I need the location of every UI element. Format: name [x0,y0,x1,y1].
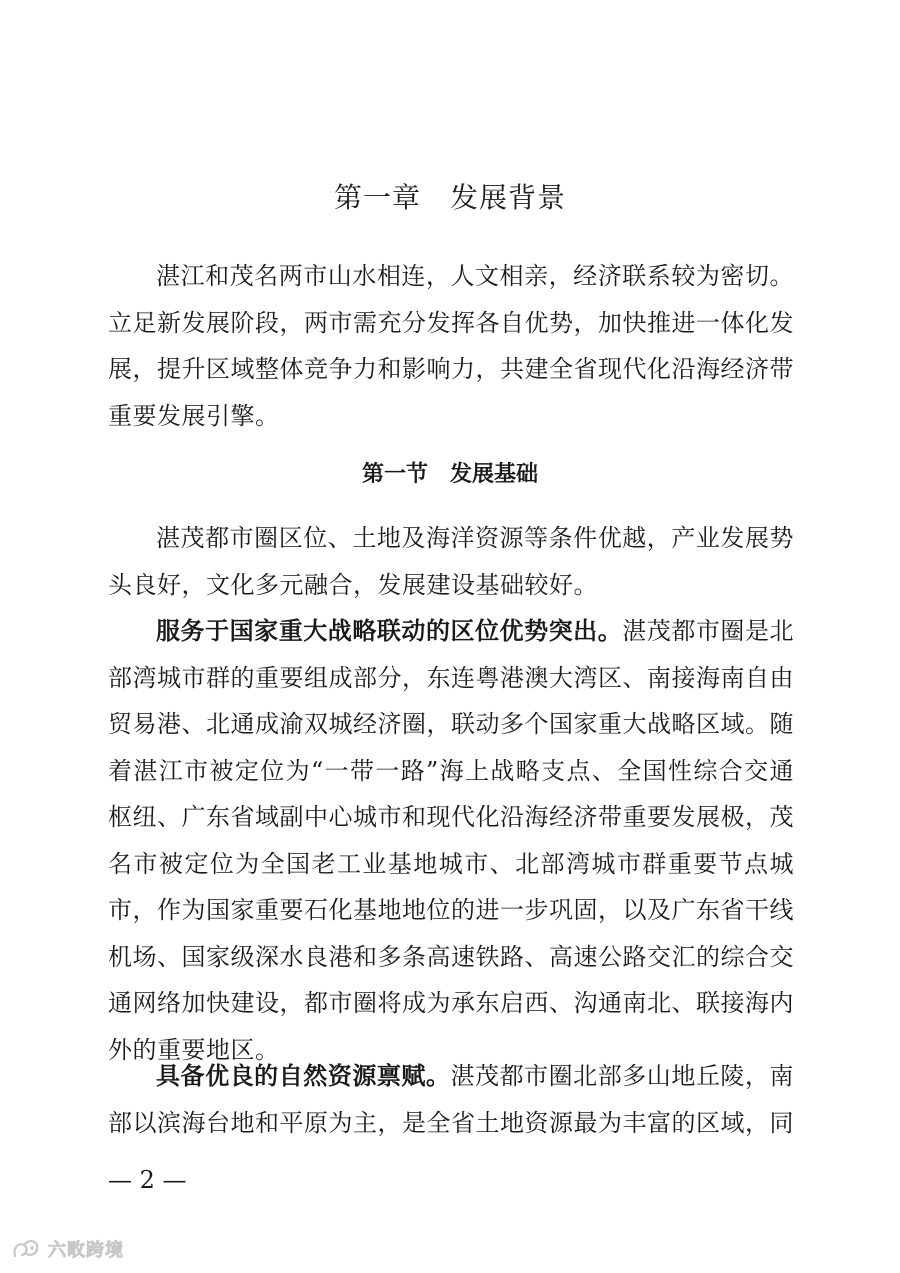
section-title: 第一节 发展基础 [361,462,538,487]
natural-resources-heading: 具备优良的自然资源禀赋。 [156,1062,451,1090]
location-advantage-heading: 服务于国家重大战略联动的区位优势突出。 [156,617,623,645]
natural-resources-paragraph [108,1053,794,1146]
chapter-title: 第一章 发展背景 [333,181,566,214]
natural-resources-body: 湛茂都市圈北部多山地丘陵，南部以滨海台地和平原为主，是全省土地资源最为丰富的区域，同 [108,1062,795,1137]
location-advantage-body: 湛茂都市圈是北部湾城市群的重要组成部分，东连粤港澳大湾区、南接海南自由贸易港、北通成渝双城经济圈，联动多个国家重大战略区域。随着湛江市被定位为“一带一路”海上战略支点、全国性综合交通枢纽、广东省域副中心城市和现代化沿海经济带重要发展极，茂名市被定位为全国老工业基地城市、北部湾城市群重要节点城市，作为国家重要石化基地地位的进一步巩固，以及广东省干线机场、国家级深水良港和多条高速铁路、高速公路交汇的综合交通网络加快建设，都市圈将成为承东启西、沟通南北、联接海内外的重要地区。 [108,617,795,1064]
page-number: — 2 — [108,1166,187,1194]
section-intro-paragraph: 湛茂都市圈区位、土地及海洋资源等条件优越，产业发展势头良好，文化多元融合，发展建设基础较好。 [108,524,794,599]
intro-paragraph: 湛江和茂名两市山水相连，人文相亲，经济联系较为密切。立足新发展阶段，两市需充分发挥各自优势，加快推进一体化发展，提升区域整体竞争力和影响力，共建全省现代化沿海经济带重要发展引擎。 [108,262,794,430]
watermark-text: 六畋跨境 [48,1240,124,1261]
watermark [10,1232,124,1266]
location-advantage-paragraph [108,608,794,1073]
watermark-logo-icon [10,1236,42,1262]
